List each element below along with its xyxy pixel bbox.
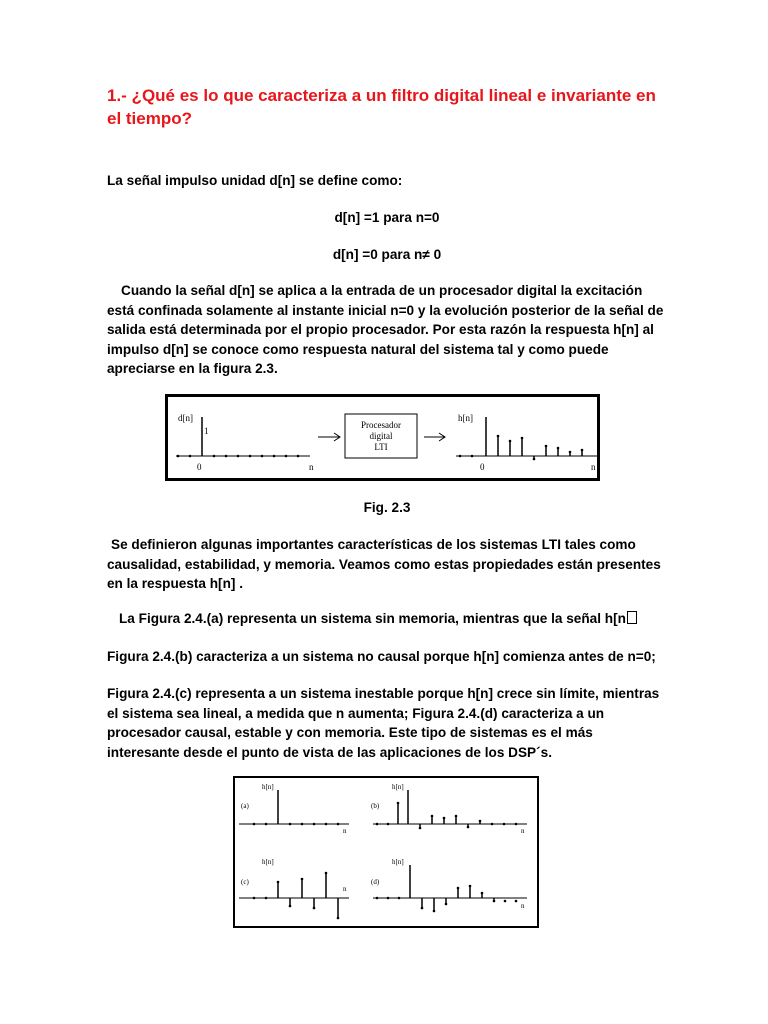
processor-label-2: digital (369, 431, 393, 441)
panel-d-h-label: h[n] (392, 858, 404, 866)
input-zero-label: 0 (197, 462, 202, 472)
panel-a-h-label: h[n] (262, 783, 274, 791)
definition-line-2 (107, 245, 667, 265)
figure-2-3 (165, 394, 600, 481)
figure-2-4 (233, 776, 539, 928)
not-equal-symbol: ≠ (422, 247, 430, 262)
figure-2-3-caption: Fig. 2.3 (363, 500, 411, 515)
question-heading: 1.- ¿Qué es lo que caracteriza a un filtro digital lineal e invariante en el tiempo? (107, 86, 656, 128)
processor-label-1: Procesador (361, 420, 401, 430)
figure-2-3-diagram (168, 397, 597, 478)
definition-line-2-prefix: d[n] =0 para n (332, 247, 423, 262)
intro-text: La señal impulso unidad d[n] se define como: (107, 173, 403, 188)
panel-d (371, 858, 527, 912)
definition-line-2-suffix: 0 (429, 247, 442, 262)
panel-c-label: (c) (241, 878, 249, 886)
output-label: h[n] (458, 413, 473, 423)
input-n-label: n (309, 462, 314, 472)
panel-a-n-label: n (343, 827, 347, 835)
paragraph-impulse-response: Cuando la señal d[n] se aplica a la entrada de un procesador digital la excitación está confinada solamente al instante inicial n=0 y la evolución posterior de la señal de salida está determinada por el propio procesador. Por esta razón la respuesta h[n] al impulso d[n] se conoce como respuesta natural del sistema tal y como puede apreciarse en la figura 2.3. (107, 283, 664, 376)
panel-c (239, 858, 349, 919)
paragraph-figure-a-text: La Figura 2.4.(a) representa un sistema sin memoria, mientras que la señal h[n (119, 611, 626, 626)
processor-label-3: LTI (374, 442, 388, 452)
output-n-label: n (591, 462, 596, 472)
output-zero-label: 0 (480, 462, 485, 472)
panel-a (239, 783, 349, 835)
panel-a-label: (a) (241, 802, 249, 810)
panel-b-h-label: h[n] (392, 783, 404, 791)
arrow-to-processor (318, 433, 340, 441)
arrow-to-output (424, 433, 445, 441)
panel-c-n-label: n (343, 885, 347, 893)
panel-b-n-label: n (521, 827, 525, 835)
paragraph-lti-properties: Se definieron algunas importantes características de los sistemas LTI tales como causalidad, estabilidad, y memoria. Veamos como estas propiedades están presentes en la respuesta h[n] . (107, 537, 661, 591)
input-value: 1 (204, 426, 209, 436)
figure-2-4-diagram (235, 778, 537, 926)
panel-d-label: (d) (371, 878, 380, 886)
input-label: d[n] (178, 413, 193, 423)
paragraph-figure-c-d: Figura 2.4.(c) representa a un sistema inestable porque h[n] crece sin límite, mientras el sistema sea lineal, a medida que n aumenta; Figura 2.4.(d) caracteriza a un procesador causal, estable y con memoria. Este tipo de sistemas es el más interesante desde el punto de vista de las aplicaciones de los DSP´s. (107, 686, 660, 760)
panel-b (371, 783, 527, 835)
missing-glyph-box (627, 611, 637, 624)
panel-c-h-label: h[n] (262, 858, 274, 866)
panel-b-label: (b) (371, 802, 380, 810)
panel-d-n-label: n (521, 902, 525, 910)
paragraph-figure-b: Figura 2.4.(b) caracteriza a un sistema no causal porque h[n] comienza antes de n=0; (107, 649, 656, 664)
paragraph-figure-a (107, 609, 667, 629)
output-response-stems (486, 417, 582, 459)
definition-line-1: d[n] =1 para n=0 (334, 210, 440, 225)
